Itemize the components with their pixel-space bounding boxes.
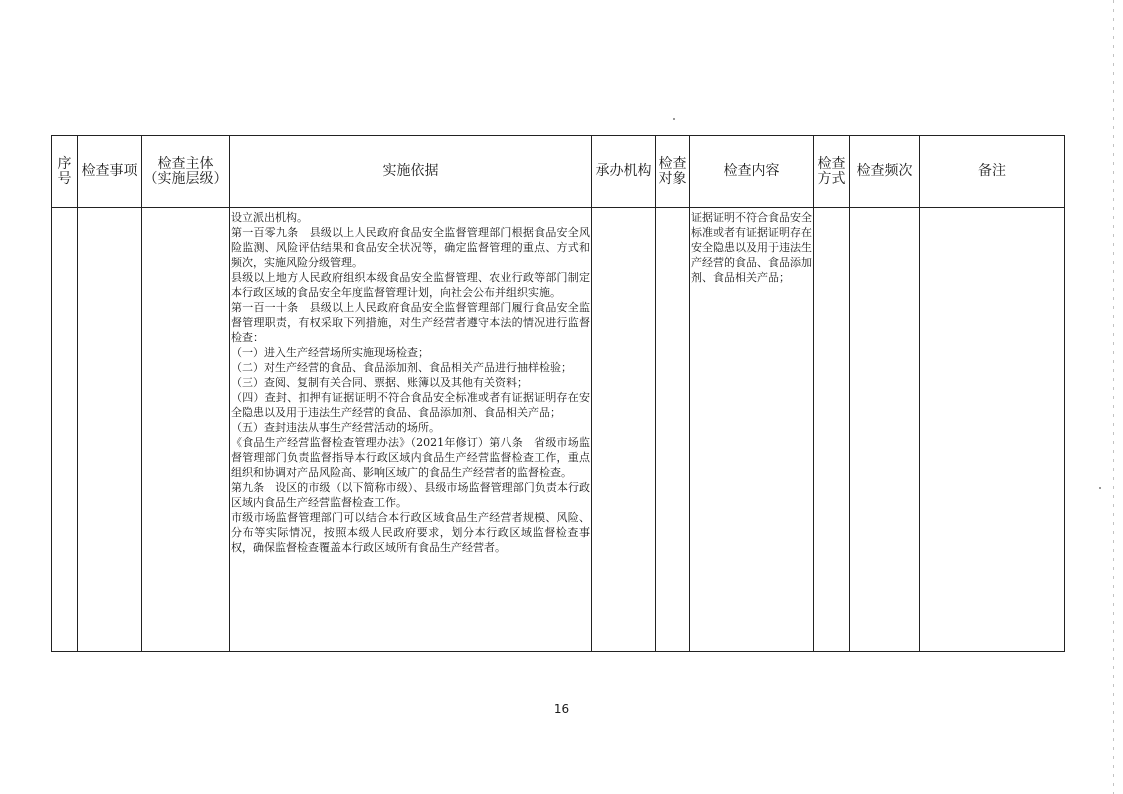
basis-paragraph: （一）进入生产经营场所实施现场检查； bbox=[231, 346, 429, 359]
cell-method bbox=[814, 208, 850, 652]
basis-paragraph: 县级以上地方人民政府组织本级食品安全监督管理、农业行政等部门制定本行政区域的食品安全年度监督管理计划，向社会公布并组织实施。 bbox=[231, 271, 590, 299]
header-frequency: 检查频次 bbox=[850, 136, 920, 208]
basis-paragraph: 《食品生产经营监督检查管理办法》（2021年修订）第八条 省级市场监督管理部门负责监督指导本行政区域内食品生产经营监督检查工作，重点组织和协调对产品风险高、影响区域广的食品生产经营者的监督检查。 bbox=[231, 436, 590, 479]
header-seq-line2: 号 bbox=[57, 170, 72, 187]
cell-content bbox=[690, 208, 814, 652]
header-basis: 实施依据 bbox=[230, 136, 592, 208]
basis-paragraph: 第一百零九条 县级以上人民政府食品安全监督管理部门根据食品安全风险监测、风险评估结果和食品安全状况等，确定监督管理的重点、方式和频次，实施风险分级管理。 bbox=[231, 226, 590, 269]
header-remarks: 备注 bbox=[920, 136, 1065, 208]
cell-frequency bbox=[850, 208, 920, 652]
basis-paragraph: 市级市场监督管理部门可以结合本行政区域食品生产经营者规模、风险、分布等实际情况，按照本级人民政府要求，划分本行政区域监督检查事权，确保监督检查覆盖本行政区域所有食品生产经营者。 bbox=[231, 511, 590, 554]
content-text: 证据证明不符合食品安全标准或者有证据证明存在安全隐患以及用于违法生产经营的食品、食品添加剂、食品相关产品； bbox=[691, 211, 812, 284]
scan-speck bbox=[673, 118, 675, 120]
header-item: 检查事项 bbox=[78, 136, 142, 208]
header-subject-line1: 检查主体 bbox=[157, 155, 214, 172]
basis-paragraph: 设立派出机构。 bbox=[231, 211, 308, 224]
table-row bbox=[52, 208, 1065, 652]
header-method-line2: 方式 bbox=[817, 170, 846, 187]
cell-object bbox=[656, 208, 690, 652]
header-content: 检查内容 bbox=[690, 136, 814, 208]
basis-paragraph: （五）查封违法从事生产经营活动的场所。 bbox=[231, 421, 440, 434]
basis-paragraph: （四）查封、扣押有证据证明不符合食品安全标准或者有证据证明存在安全隐患以及用于违法生产经营的食品、食品添加剂、食品相关产品； bbox=[231, 391, 590, 419]
basis-paragraph: 第一百一十条 县级以上人民政府食品安全监督管理部门履行食品安全监督管理职责，有权采取下列措施，对生产经营者遵守本法的情况进行监督检查： bbox=[231, 301, 590, 344]
header-object bbox=[656, 136, 690, 208]
cell-item bbox=[78, 208, 142, 652]
page-edge-mark bbox=[1113, 0, 1114, 794]
cell-subject bbox=[142, 208, 230, 652]
header-subject-line2: （实施层级） bbox=[143, 170, 228, 187]
cell-agency bbox=[592, 208, 656, 652]
header-seq bbox=[52, 136, 78, 208]
header-method-line1: 检查 bbox=[817, 155, 846, 172]
cell-basis bbox=[230, 208, 592, 652]
header-subject bbox=[142, 136, 230, 208]
inspection-table bbox=[51, 135, 1065, 652]
basis-paragraph: （三）查阅、复制有关合同、票据、账簿以及其他有关资料； bbox=[231, 376, 528, 389]
basis-text bbox=[230, 208, 591, 555]
table-header-row bbox=[52, 136, 1065, 208]
header-method bbox=[814, 136, 850, 208]
cell-seq bbox=[52, 208, 78, 652]
header-object-line2: 对象 bbox=[658, 170, 687, 187]
basis-paragraph: 第九条 设区的市级（以下简称市级）、县级市场监督管理部门负责本行政区域内食品生产经营监督检查工作。 bbox=[231, 481, 590, 509]
basis-paragraph: （二）对生产经营的食品、食品添加剂、食品相关产品进行抽样检验； bbox=[231, 361, 572, 374]
cell-remarks bbox=[920, 208, 1065, 652]
page-number: 16 bbox=[553, 702, 570, 716]
header-seq-line1: 序 bbox=[57, 155, 72, 172]
header-object-line1: 检查 bbox=[658, 155, 687, 172]
header-agency: 承办机构 bbox=[592, 136, 656, 208]
scan-speck bbox=[1099, 487, 1101, 489]
